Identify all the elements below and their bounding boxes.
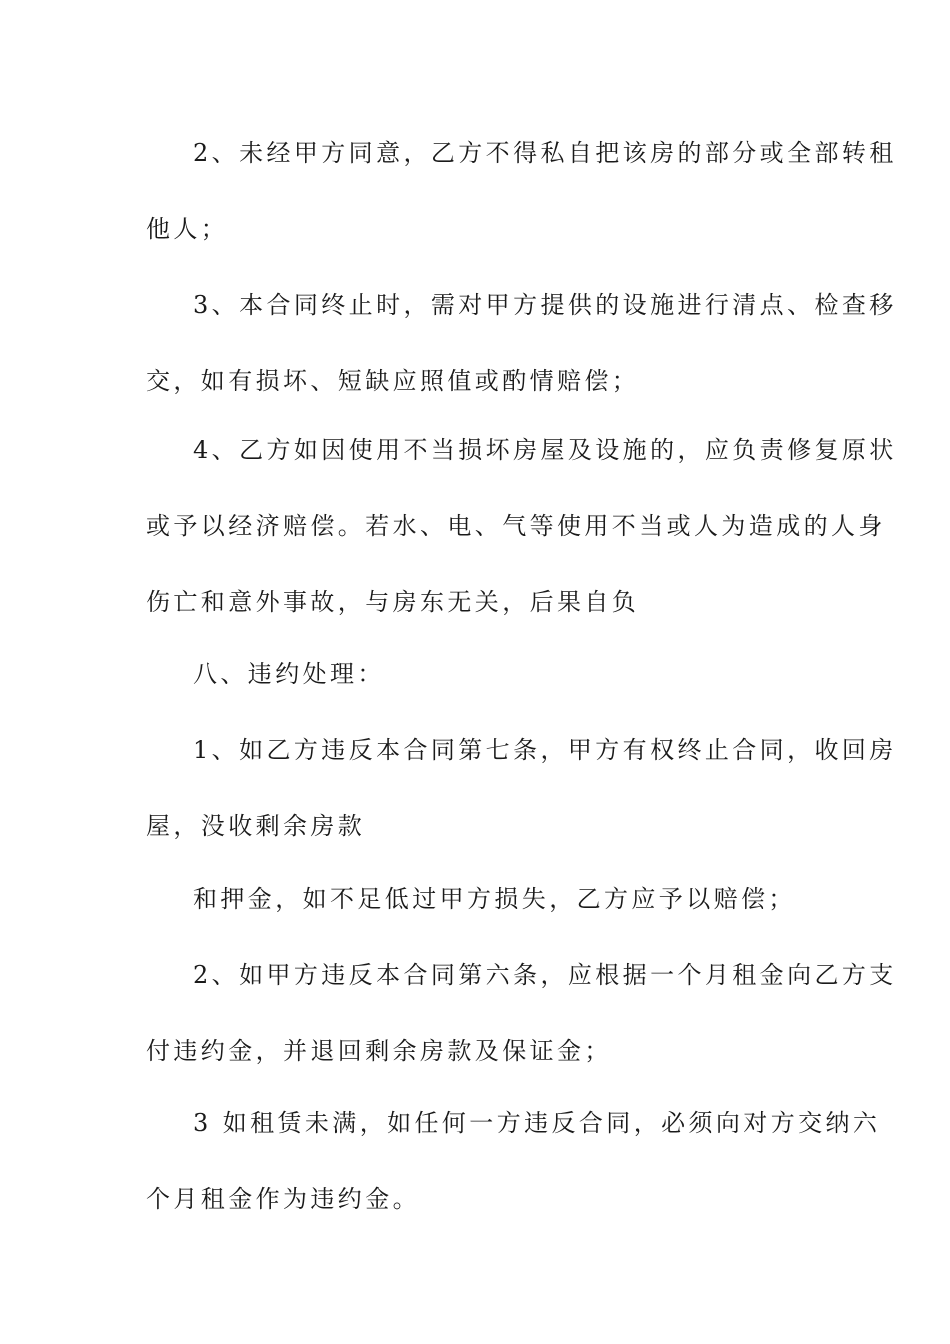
clause-8-3-line-1: 3 如租赁未满，如任何一方违反合同，必须向对方交纳六	[193, 1109, 881, 1137]
clause-8-1-line-2: 屋，没收剩余房款	[146, 812, 366, 840]
clause-8-2-line-2: 付违约金，并退回剩余房款及保证金；	[146, 1037, 612, 1065]
clause-7-4-line-1: 4、乙方如因使用不当损坏房屋及设施的，应负责修复原状	[193, 436, 897, 464]
clause-7-4-line-3: 伤亡和意外事故，与房东无关，后果自负	[146, 588, 640, 616]
clause-8-1-line-3: 和押金，如不足低过甲方损失，乙方应予以赔偿；	[193, 885, 796, 913]
clause-7-4-line-2: 或予以经济赔偿。若水、电、气等使用不当或人为造成的人身	[146, 512, 886, 540]
clause-7-2-line-1: 2、未经甲方同意，乙方不得私自把该房的部分或全部转租	[193, 139, 897, 167]
clause-7-3-line-2: 交，如有损坏、短缺应照值或酌情赔偿；	[146, 367, 640, 395]
clause-8-3-line-2: 个月租金作为违约金。	[146, 1185, 420, 1213]
clause-8-2-line-1: 2、如甲方违反本合同第六条，应根据一个月租金向乙方支	[193, 961, 897, 989]
section-8-heading: 八、违约处理：	[193, 660, 385, 688]
clause-8-1-line-1: 1、如乙方违反本合同第七条，甲方有权终止合同，收回房	[193, 736, 897, 764]
clause-7-2-line-2: 他人；	[146, 215, 229, 243]
clause-7-3-line-1: 3、本合同终止时，需对甲方提供的设施进行清点、检查移	[193, 291, 897, 319]
